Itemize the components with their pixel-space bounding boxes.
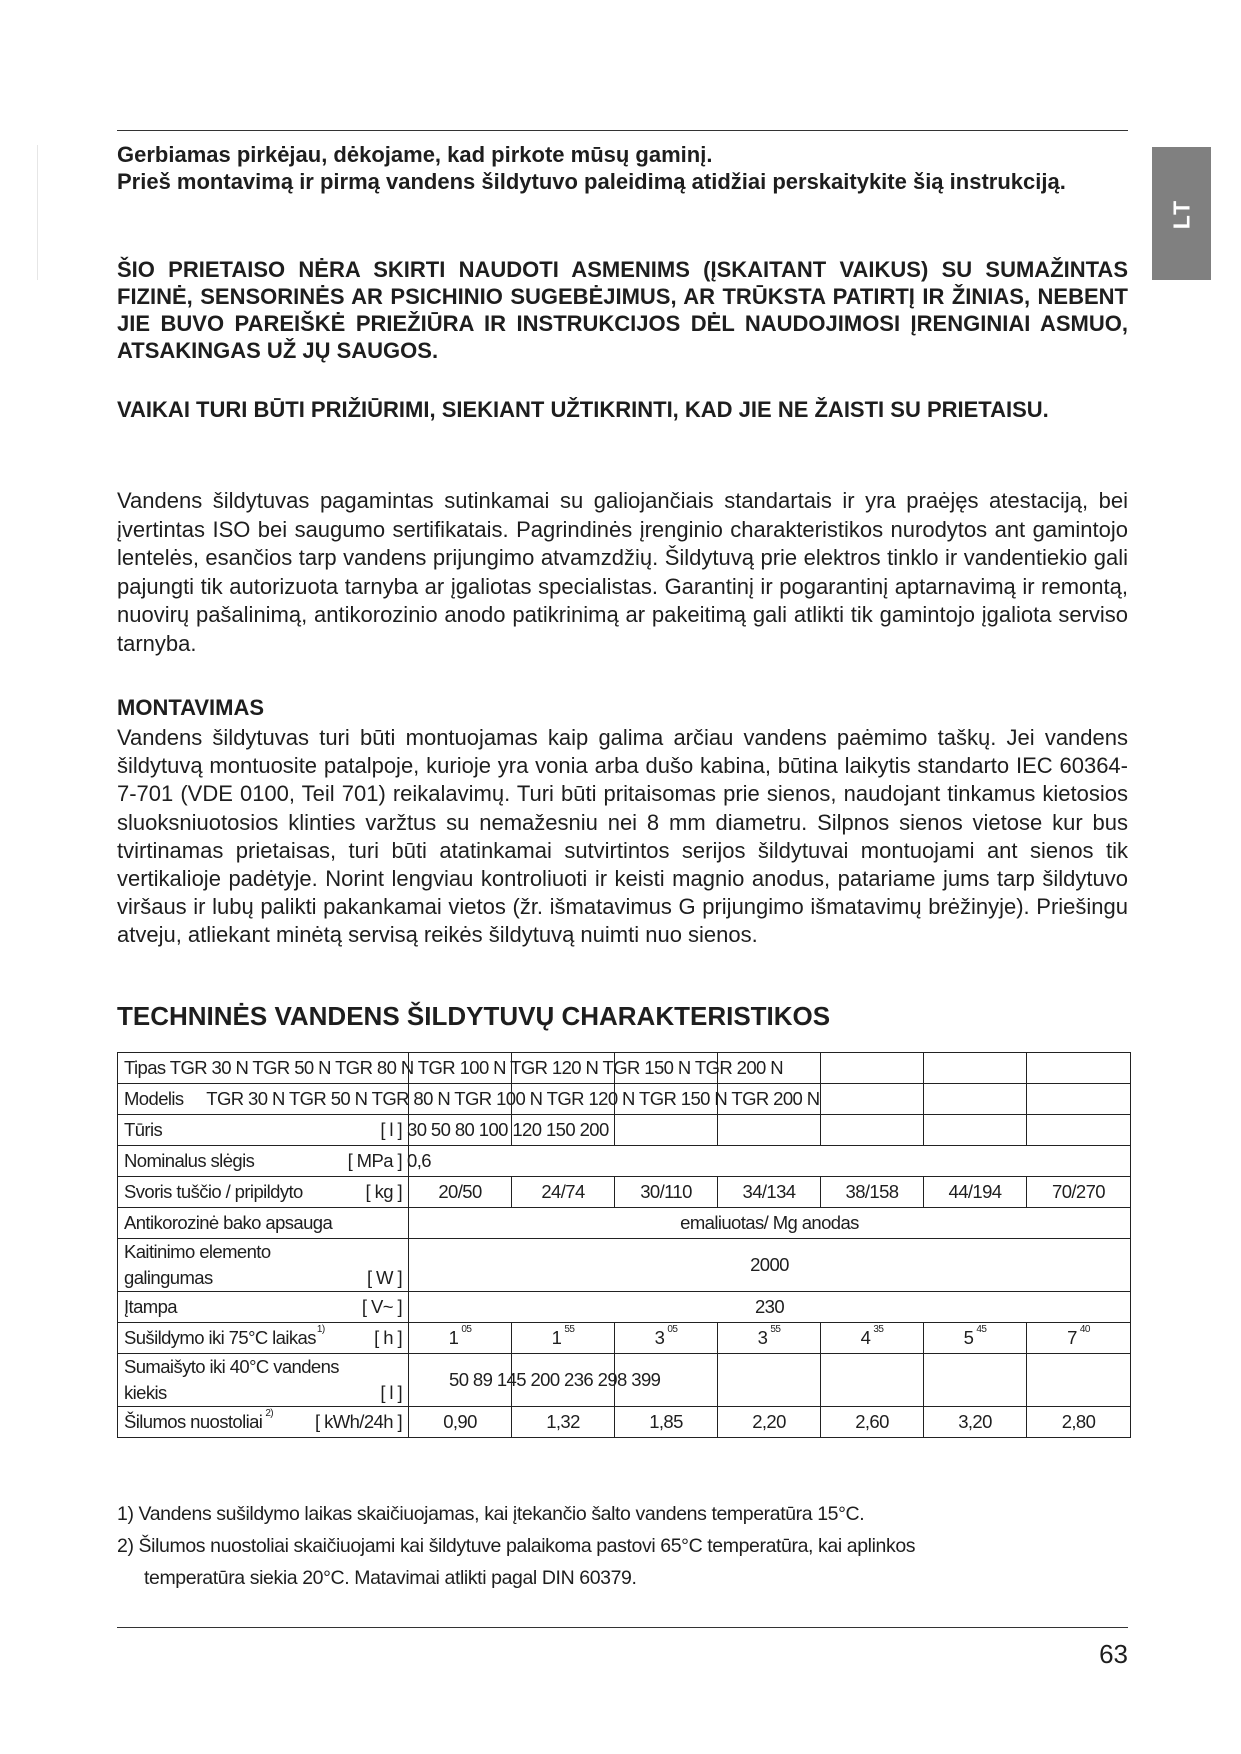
footnote-1: 1) Vandens sušildymo laikas skaičiuojamas, kai įtekančio šalto vandens temperatūra 15°C. [117,1503,865,1525]
galia-label-1: Kaitinimo elemento [124,1241,271,1262]
svoris-unit: [ kg ] [365,1181,402,1202]
table-cell: 30/110 [615,1177,718,1208]
table-row-itampa [118,1292,1131,1323]
table-cell [118,1115,409,1146]
laikas-minutes: 45 [976,1324,987,1335]
table-cell [615,1323,718,1354]
kiekis-label-2: kiekis [124,1382,167,1403]
table-cell: 24/74 [512,1177,615,1208]
modelis-label: Modelis [124,1088,184,1109]
laikas-hours: 5 [963,1327,974,1348]
kiekis-label-1: Sumaišyto iki 40°C vandens [124,1356,339,1377]
laikas-hours: 3 [757,1327,768,1348]
table-cell [409,1146,1131,1177]
table-row-svoris [118,1177,1131,1208]
laikas-minutes: 55 [564,1324,575,1335]
table-cell [407,1115,609,1146]
table-cell [924,1323,1027,1354]
turis-unit: [ l ] [380,1119,402,1140]
table-cell [718,1323,821,1354]
laikas-hours: 1 [448,1327,459,1348]
bottom-rule [117,1627,1128,1628]
spec-table [117,1052,1131,1438]
tech-heading: TECHNINĖS VANDENS ŠILDYTUVŲ CHARAKTERISTIKOS [117,1001,831,1031]
table-cell [1027,1323,1131,1354]
left-margin-line [37,145,38,280]
laikas-label: Sušildymo iki 75°C laikas [124,1327,316,1348]
table-cell [615,1115,718,1146]
table-cell: 2,80 [1027,1407,1131,1438]
montavimas-text: Vandens šildytuvas turi būti montuojamas kaip galima arčiau vandens paėmimo taškų. Jei vandens šildytuvą montuosite patalpoje, kurioje yra vonia arba dušo kabina, būtina laikytis standarto IEC 60364-7-701 (VDE 0100, Teil 701) reikalavimų. Turi būti pritaisomas prie sienos, naudojant tinkamus kietosios sluoksniuotosios klinties varžtus su nemažesniu nei 8 mm diametru. Silpnos sienos vietose kur bus tvirtinamas prietaisas, turi būti atatinkamai sutvirtintos serijos šildytuvai montuojami ant sienos tik vertikalioje padėtyje. Norint lengviau kontroliuoti ir keisti magnio anodus, patariame jums tarp šildytuvo viršaus ir lubų palikti pakankamai vietos (žr. išmatavimus G prijungimo išmatavimų brėžinyje). Priešingu atveju, atliekant minėtą servisą reikės šildytuvą nuimti nuo sienos. [117,725,1128,948]
turis-label: Tūris [124,1119,163,1140]
galia-unit: [ W ] [366,1267,402,1288]
intro-text: Vandens šildytuvas pagamintas sutinkamai su galiojančiais standartais ir yra praėjęs atestaciją, bei įvertintas ISO bei saugumo sertifikatais. Pagrindinės įrenginio charakteristikos nurodytos ant gamintojo lentelės, esančios tarp vandens prijungimo atvamzdžių. Šildytuvą prie elektros tinklo ir vandentiekio gali pajungti tik autorizuota tarnyba ar įgaliotas specialistas. Garantinį ir pogarantinį aptarnavimą ir remontą, nuovirų pašalinimą, antikorozinio anodo patikrinimą ar pakeitimą gali atlikti tik gamintojo įgaliota serviso tarnyba. [117,488,1128,656]
table-cell [1027,1115,1131,1146]
laikas-minutes: 05 [461,1324,472,1335]
laikas-minutes: 05 [667,1324,678,1335]
itampa-label: Įtampa [124,1296,177,1317]
modelis-values: TGR 30 N TGR 50 N TGR 80 N TGR 100 N TGR 120 N TGR 150 N TGR 200 N [206,1088,820,1109]
itampa-unit: [ V~ ] [361,1296,402,1317]
table-cell: 34/134 [718,1177,821,1208]
table-row-kiekis [118,1354,1131,1407]
table-cell: emaliuotas/ Mg anodas [409,1208,1131,1239]
table-row-galia [118,1239,1131,1292]
table-row-nuostoliai [118,1407,1131,1438]
greeting-line-2: Prieš montavimą ir pirmą vandens šildytuvo paleidimą atidžiai perskaitykite šią instrukciją. [117,169,1066,194]
laikas-hours: 4 [860,1327,871,1348]
svoris-label: Svoris tuščio / pripildyto [124,1181,303,1202]
table-cell [821,1323,924,1354]
table-cell [821,1084,924,1115]
table-cell: 1,32 [512,1407,615,1438]
footnotes [117,1498,915,1594]
laikas-minutes: 35 [873,1324,884,1335]
laikas-minutes: 55 [770,1324,781,1335]
table-cell: 2000 [409,1239,1131,1292]
table-cell [118,1177,409,1208]
nuostoliai-ref: 2) [265,1408,274,1419]
laikas-unit: [ h ] [374,1327,402,1348]
greeting [117,141,1128,195]
page-number: 63 [1099,1639,1128,1669]
table-cell [118,1407,409,1438]
table-cell [118,1146,409,1177]
table-cell: 38/158 [821,1177,924,1208]
intro-paragraph [117,487,1128,658]
language-tab-label: LT [1168,198,1194,229]
warning-2 [117,396,1128,423]
turis-values: 30 50 80 100 120 150 200 [407,1119,609,1140]
table-cell: 70/270 [1027,1177,1131,1208]
laikas-ref: 1) [316,1324,325,1335]
table-cell [118,1239,409,1292]
table-row-slegis [118,1146,1131,1177]
table-cell [118,1084,820,1115]
laikas-hours: 1 [551,1327,562,1348]
slegis-label: Nominalus slėgis [124,1150,255,1171]
nuostoliai-label: Šilumos nuostoliai [124,1411,263,1432]
warning-1 [117,256,1128,364]
table-cell: 3,20 [924,1407,1027,1438]
table-row-tipas [118,1053,1131,1084]
top-rule [117,130,1128,131]
table-cell [409,1354,661,1407]
table-row-modelis [118,1084,1131,1115]
table-cell [924,1354,1027,1407]
laikas-hours: 7 [1067,1327,1077,1348]
table-row-laikas [118,1323,1131,1354]
warning-1-text: ŠIO PRIETAISO NĖRA SKIRTI NAUDOTI ASMENIMS (ĮSKAITANT VAIKUS) SU SUMAŽINTAS FIZINĖ, SENSORINĖS AR PSICHINIO SUGEBĖJIMUS, AR TRŪKSTA PATIRTĮ IR ŽINIAS, NEBENT JIE BUVO PAREIŠKĖ PRIEŽIŪRA IR INSTRUKCIJOS DĖL NAUDOJIMOSI ĮRENGINIAI ASMUO, ATSAKINGAS UŽ JŲ SAUGOS. [117,257,1128,363]
table-cell [118,1053,784,1084]
kiekis-values: 50 89 145 200 236 298 399 [449,1369,661,1390]
table-cell: 44/194 [924,1177,1027,1208]
table-cell [821,1115,924,1146]
table-cell [512,1323,615,1354]
table-cell [821,1053,924,1084]
laikas-hours: 3 [654,1327,665,1348]
table-cell [1027,1354,1131,1407]
table-cell [821,1354,924,1407]
table-row-turis [118,1115,1131,1146]
kiekis-unit: [ l ] [380,1382,402,1403]
table-cell [118,1292,409,1323]
table-row-apsauga [118,1208,1131,1239]
slegis-value: 0,6 [407,1150,431,1171]
table-cell [409,1323,512,1354]
table-cell [118,1208,409,1239]
table-cell [118,1323,409,1354]
tipas-text: Tipas TGR 30 N TGR 50 N TGR 80 N TGR 100 N TGR 120 N TGR 150 N TGR 200 N [124,1057,784,1078]
table-cell [118,1354,409,1407]
table-cell [924,1084,1027,1115]
nuostoliai-unit: [ kWh/24h ] [315,1411,402,1432]
table-cell [1027,1084,1131,1115]
table-cell: 230 [409,1292,1131,1323]
table-cell [718,1115,821,1146]
table-cell [1027,1053,1131,1084]
warning-2-text: VAIKAI TURI BŪTI PRIŽIŪRIMI, SIEKIANT UŽTIKRINTI, KAD JIE NE ŽAISTI SU PRIETAISU. [117,397,1049,422]
language-tab [1152,147,1211,280]
table-cell: 1,85 [615,1407,718,1438]
footnote-2b: temperatūra siekia 20°C. Matavimai atlikti pagal DIN 60379. [144,1567,637,1589]
montavimas-heading: MONTAVIMAS [117,695,265,720]
laikas-minutes: 40 [1079,1324,1090,1335]
greeting-line-1: Gerbiamas pirkėjau, dėkojame, kad pirkote mūsų gaminį. [117,142,713,167]
apsauga-label: Antikorozinė bako apsauga [124,1212,333,1233]
table-cell [924,1115,1027,1146]
table-cell [718,1354,821,1407]
table-cell: 2,60 [821,1407,924,1438]
galia-label-2: galingumas [124,1267,213,1288]
table-cell: 20/50 [409,1177,512,1208]
footnote-2a: 2) Šilumos nuostoliai skaičiuojami kai šildytuve palaikoma pastovi 65°C temperatūra, kai aplinkos [117,1535,916,1557]
table-cell: 0,90 [409,1407,512,1438]
table-cell: 2,20 [718,1407,821,1438]
table-cell [924,1053,1027,1084]
montavimas-paragraph [117,724,1128,950]
slegis-unit: [ MPa ] [347,1150,402,1171]
